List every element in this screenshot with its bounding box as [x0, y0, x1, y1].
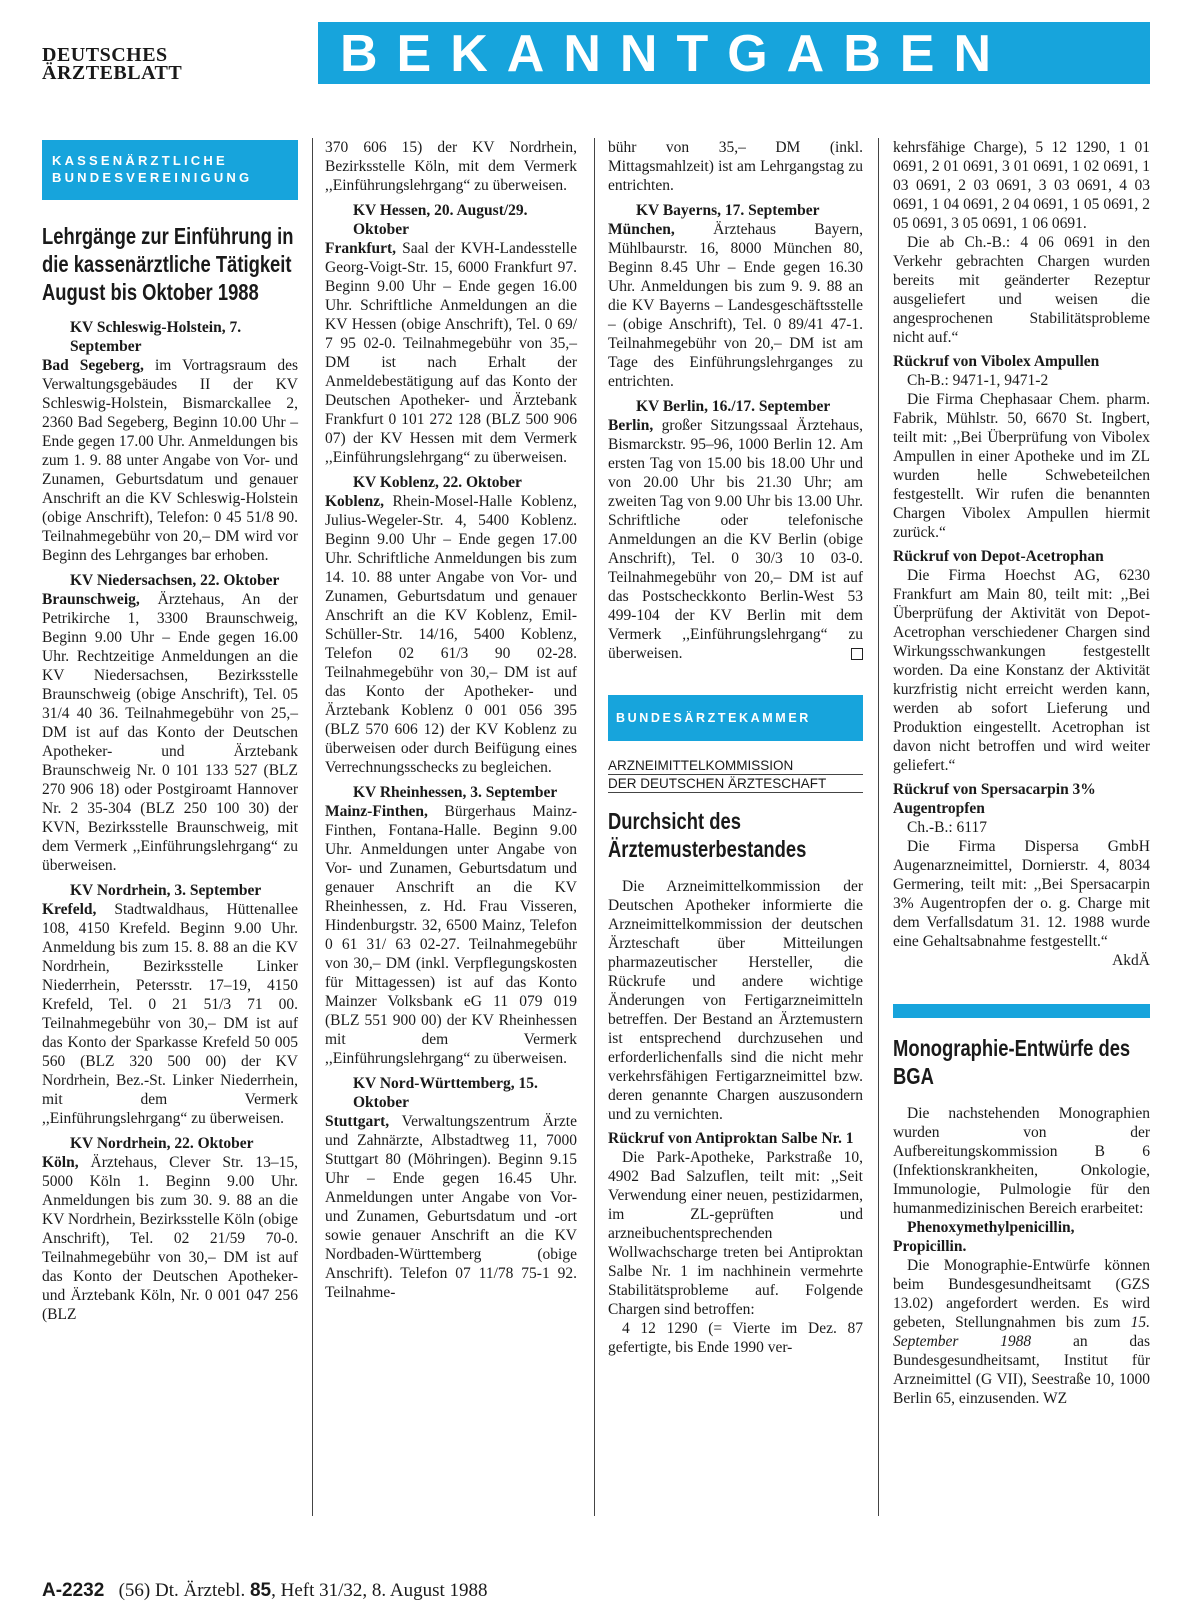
course-heading: KV Niedersachsen, 22. Oktober — [70, 572, 280, 589]
volume-number: 85 — [249, 1580, 272, 1601]
column-3 — [608, 138, 863, 1357]
article-text: Die Park-Apotheke, Parkstraße 10, 4902 Bad Salzuflen, teilt mit: ,,Seit Verwendung einer neuen, pestizidarmen, im ZL-geprüften und arzneibuchentsprechenden Wollwachscharge treten bei Antiproktan Salbe Nr. 1 im nachhinein vermehrte Stabilitätsprobleme auf. Folgende Chargen sind betroffen: — [608, 1149, 863, 1318]
column-rule — [312, 138, 313, 1516]
article-text: Die Firma Dispersa GmbH Augenarzneimittel, Dornierstr. 4, 8034 Germering, teilt mit: ,,Bei Spersacarpin 3% Augentropfen der o. g. Charge mit dem Verfallsdatum 31. 12. 1988 wurde eine Gehaltsabnahme festgestellt.“ — [893, 838, 1150, 950]
baek-section-label: BUNDESÄRZTEKAMMER — [608, 695, 863, 741]
article-text: Die Firma Hoechst AG, 6230 Frankfurt am Main 80, teilt mit: ,,Bei Überprüfung der Aktivität von Depot-Acetrophan verschiedener Chargen sind Wirkungsschwankungen festgestellt worden. Da eine Konstanz der Aktivität kurzfristig nicht erreicht werden kann, werden ab sofort Lieferung und Produktion eingestellt. Acetrophan ist davon nicht betroffen und wird weiter geliefert.“ — [893, 567, 1150, 774]
course-text: München, Ärztehaus Bayern, Mühlbaurstr. 16, 8000 München 80, Beginn 8.45 Uhr – Ende gegen 16.30 Uhr. Anmeldungen bis zum 9. 9. 88 an die KV Bayerns – Landesgeschäftsstelle – (obige Anschrift), Tel. 0 89/41 47-1. Teilnahmegebühr von 20,– DM ist am Tage des Einführungslehrganges zu entrichten. — [608, 221, 863, 390]
logo-line-1: DEUTSCHES — [42, 44, 168, 66]
course-text: Köln, Ärztehaus, Clever Str. 13–15, 5000 Köln 1. Beginn 9.00 Uhr. Anmeldungen bis zum 30. 9. 88 an die KV Nordrhein, Bezirksstelle Köln (obige Anschrift), Tel. 02 21/59 70-0. Teilnahmegebühr von 30,– DM ist auf das Konto der Deutschen Apotheker- und Ärztebank Köln, Nr. 0 001 047 256 (BLZ — [42, 1154, 298, 1323]
course-heading: KV Nord-Württemberg, 15. Oktober — [353, 1075, 538, 1111]
course-heading: KV Rheinhessen, 3. September — [353, 784, 558, 801]
course-heading: KV Bayerns, 17. September — [636, 202, 820, 219]
article-text: Die ab Ch.-B.: 4 06 0691 in den Verkehr gebrachten Chargen wurden bereits mit geänderter Rezeptur ausgeliefert und weisen die angesprochenen Stabilitätsprobleme nicht auf.“ — [893, 234, 1150, 346]
course-heading: KV Nordrhein, 22. Oktober — [70, 1135, 254, 1152]
section-subheading: ARZNEIMITTELKOMMISSION DER DEUTSCHEN ÄRZTESCHAFT — [608, 757, 863, 793]
section-banner — [318, 22, 1150, 84]
article-text: Die nachstehenden Monographien wurden von der Aufbereitungskommission B 6 (Infektionskrankheiten, Onkologie, Immunologie, Pulmologie für den humanmedizinischen Bereich erarbeitet: — [893, 1105, 1150, 1217]
recall-heading: Rückruf von Spersacarpin 3% Augentropfen — [893, 781, 1096, 817]
course-text: Koblenz, Rhein-Mosel-Halle Koblenz, Julius-Wegeler-Str. 4, 5400 Koblenz. Beginn 9.00 Uhr – Ende gegen 17.00 Uhr. Schriftliche Anmeldungen bis zum 14. 10. 88 unter Angabe von Vor- und Zunamen, Geburtsdatum und genauer Anschrift an die KV Koblenz, Emil-Schüller-Str. 14/16, 5400 Koblenz, Telefon 02 61/3 90 02-28. Teilnahmegebühr von 30,– DM ist auf das Konto der Apotheker- und Ärztebank Koblenz 0 001 056 395 (BLZ 570 606 12) der KV Koblenz zu überweisen oder durch Beifügung eines Verrechnungsschecks zu begleichen. — [325, 493, 577, 776]
article-text: kehrsfähige Charge), 5 12 1290, 1 01 0691, 2 01 0691, 3 01 0691, 1 02 0691, 1 03 0691, 2 03 0691, 3 03 0691, 4 03 0691, 1 04 0691, 2 04 0691, 1 05 0691, 2 05 0691, 3 05 0691, 1 06 0691. — [893, 139, 1150, 232]
course-text: Mainz-Finthen, Bürgerhaus Mainz-Finthen, Fontana-Halle. Beginn 9.00 Uhr. Anmeldungen unter Angabe von Vor- und Zunamen, Geburtsdatum und genauer Anschrift an die KV Rheinhessen, z. Hd. Frau Visseren, Hindenburgstr. 32, 6500 Mainz, Telefon 0 61 31/ 63 02-27. Teilnahmegebühr von 30,– DM (inkl. Verpflegungskosten für Mittagessen) ist auf das Konto Mainzer Volksbank eG 11 079 019 (BLZ 551 900 00) der KV Rheinhessen mit dem Vermerk ,,Einführungslehrgang“ zu überweisen. — [325, 803, 577, 1067]
article-text: Die Monographie-Entwürfe können beim Bundesgesundheitsamt (GZS 13.02) angefordert werden. Es wird gebeten, Stellungnahmen bis zum 15. September 1988 an das Bundesgesundheitsamt, Institut für Arzneimittel (G VII), Seestraße 10, 1000 Berlin 65, einzusenden. WZ — [893, 1257, 1150, 1407]
course-text: Bad Segeberg, im Vortragsraum des Verwaltungsgebäudes II der KV Schleswig-Holstein, Bismarckallee 2, 2360 Bad Segeberg, Beginn 10.00 Uhr – Ende gegen 17.00 Uhr. Anmeldungen bis zum 1. 9. 88 unter Angabe von Vor- und Zunamen, Geburtsdatum und genauer Anschrift an die KV Schleswig-Holstein (obige Anschrift), Telefon: 0 45 51/8 90. Teilnahmegebühr von 20,– DM wird vor Beginn des Lehrganges bar erhoben. — [42, 357, 298, 564]
column-4 — [893, 138, 1150, 1408]
kbv-section-label: KASSENÄRZTLICHE BUNDESVEREINIGUNG — [42, 140, 298, 200]
course-text: Krefeld, Stadtwaldhaus, Hüttenallee 108, 4150 Krefeld. Beginn 9.00 Uhr. Anmeldung bis zum 15. 8. 88 an die KV Nordrhein, Bezirksstelle Linker Niederrhein, Petersstr. 17–19, 4150 Krefeld, Tel. 0 21 51/3 71 00. Teilnahmegebühr von 30,– DM ist auf das Konto der Sparkasse Krefeld 50 005 560 (BLZ 320 500 00) der KV Nordrhein, Bez.-St. Linker Niederrhein, mit dem Vermerk ,,Einführungslehrgang“ zu überweisen. — [42, 901, 298, 1127]
course-text: 370 606 15) der KV Nordrhein, Bezirksstelle Köln, mit dem Vermerk ,,Einführungslehrgang“ zu überweisen. — [325, 139, 577, 194]
author-signature: AkdÄ — [1112, 952, 1150, 969]
course-text: Braunschweig, Ärztehaus, An der Petrikirche 1, 3300 Braunschweig, Beginn 9.00 Uhr – Ende gegen 16.00 Uhr. Rechtzeitige Anmeldungen an die KV Niedersachsen, Bezirksstelle Braunschweig (obige Anschrift), Tel. 05 31/4 40 36. Teilnahmegebühr von 25,– DM ist auf das Konto der Deutschen Apotheker- und Ärztebank Braunschweig Nr. 0 101 133 527 (BLZ 270 906 18) oder Postgiroamt Hannover Nr. 2 35-304 (BLZ 250 100 30) der KVN, Bezirksstelle Braunschweig, mit dem Vermerk ,,Einführungslehrgang“ zu überweisen. — [42, 591, 298, 874]
article-text: 4 12 1290 (= Vierte im Dez. 87 gefertigte, bis Ende 1990 ver- — [608, 1320, 863, 1356]
column-2 — [325, 138, 577, 1302]
recall-heading: Rückruf von Depot-Acetrophan — [893, 548, 1104, 565]
section-divider-bar — [893, 1004, 1150, 1018]
course-heading: KV Koblenz, 22. Oktober — [353, 474, 522, 491]
banner-title: BEKANNTGABEN — [340, 25, 1010, 83]
column-rule — [878, 138, 879, 1516]
course-text: Berlin, großer Sitzungssaal Ärztehaus, Bismarckstr. 95–96, 1000 Berlin 12. Am ersten Tag von 15.00 bis 18.00 Uhr und von 20.00 Uhr bis 21.30 Uhr; am zweiten Tag von 9.00 Uhr bis 13.00 Uhr. Schriftliche oder telefonische Anmeldungen an die KV Berlin (obige Anschrift), Tel. 0 30/3 10 03-0. Teilnahmegebühr von 20,– DM ist auf das Postscheckkonto Berlin-West 53 499-104 der KV Berlin mit dem Vermerk ,,Einführungslehrgang“ zu überweisen. — [608, 417, 863, 662]
article-text: Die Firma Chephasaar Chem. pharm. Fabrik, Mühlstr. 50, 6670 St. Ingbert, teilt mit: ,,Bei Überprüfung von Vibolex Ampullen in einer Apotheke und im ZL wurden helle Schwebeteilchen festgestellt. Wir rufen die benannten Chargen Vibolex Ampullen hiermit zurück.“ — [893, 391, 1150, 541]
column-rule — [594, 138, 595, 1516]
course-heading: KV Schleswig-Holstein, 7. September — [70, 319, 242, 355]
article-title: Durchsicht des Ärztemusterbestandes — [608, 808, 807, 862]
course-text: Frankfurt, Saal der KVH-Landesstelle Georg-Voigt-Str. 15, 6000 Frankfurt 97. Beginn 9.00 Uhr – Ende gegen 16.00 Uhr. Schriftliche Anmeldungen an die KV Hessen (obige Anschrift), Tel. 0 69/ 7 95 02-0. Teilnahmegebühr von 35,– DM ist nach Erhalt der Anmeldebestätigung auf das Konto der Deutschen Apotheker- und Ärztebank Frankfurt 0 101 272 128 (BLZ 500 906 07) der KV Hessen mit dem Vermerk ,,Einführungslehrgang“ zu überweisen. — [325, 240, 577, 466]
journal-logo — [42, 46, 182, 82]
article-title: Lehrgänge zur Einführung in die kassenärztliche Tätigkeit August bis Oktober 1988 — [42, 223, 294, 305]
course-heading: KV Nordrhein, 3. September — [70, 882, 262, 899]
column-1 — [42, 140, 298, 1324]
course-text: Stuttgart, Verwaltungszentrum Ärzte und Zahnärzte, Albstadtweg 11, 7000 Stuttgart 80 (Möhringen). Beginn 9.15 Uhr – Ende gegen 16.45 Uhr. Anmeldungen unter Angabe von Vor- und Zunamen, Geburtsdatum und -ort sowie genauer Anschrift an die KV Nordbaden-Württemberg (obige Anschrift). Telefon 07 11/78 75-1 92. Teilnahme- — [325, 1113, 577, 1301]
substance-list: Phenoxymethylpenicillin, Propicillin. — [893, 1219, 1075, 1255]
end-of-article-square-icon — [851, 648, 863, 660]
recall-heading: Rückruf von Antiproktan Salbe Nr. 1 — [608, 1130, 854, 1147]
page-footer: A-2232 (56) Dt. Ärztebl. 85, Heft 31/32, 8. August 1988 — [42, 1580, 488, 1601]
batch-number: Ch-B.: 9471-1, 9471-2 — [907, 372, 1049, 389]
batch-number: Ch.-B.: 6117 — [907, 819, 987, 836]
recall-heading: Rückruf von Vibolex Ampullen — [893, 353, 1100, 370]
course-text: bühr von 35,– DM (inkl. Mittagsmahlzeit) ist am Lehrgangstag zu entrichten. — [608, 139, 863, 194]
page-number: A-2232 — [42, 1580, 105, 1601]
logo-line-2: ÄRZTEBLATT — [42, 62, 183, 84]
article-text: Die Arzneimittelkommission der Deutschen Apotheker informierte die Arzneimittelkommission der deutschen Ärzteschaft über Mitteilungen pharmazeutischer Hersteller, die Rückrufe und andere wichtige Änderungen von Fertigarzneimitteln betreffen. Der Bestand an Ärztemustern ist entsprechend durchzusehen und erforderlichenfalls sind die nicht mehr verkehrsfähigen Fertigarzneimittel bzw. deren genannte Chargen auszusondern und zu vernichten. — [608, 878, 863, 1123]
course-heading: KV Berlin, 16./17. September — [636, 398, 831, 415]
article-title: Monographie-Entwürfe des BGA — [893, 1035, 1131, 1089]
course-heading: KV Hessen, 20. August/29. Oktober — [353, 202, 528, 238]
